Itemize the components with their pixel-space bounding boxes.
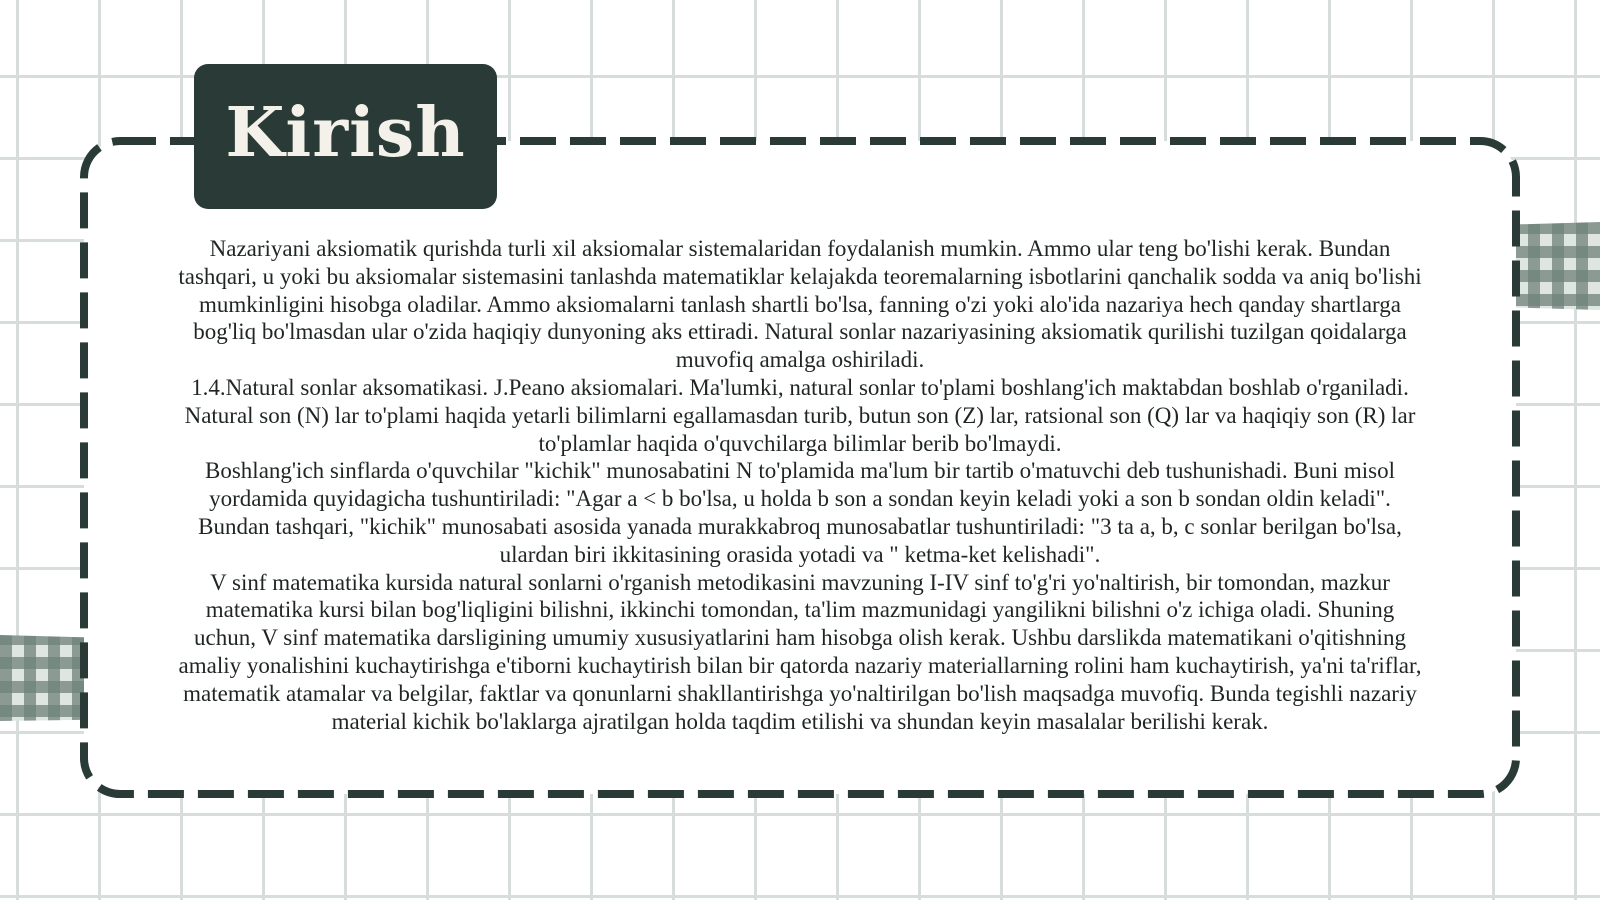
paragraph: 1.4.Natural sonlar aksomatikasi. J.Peano aksiomalari. Ma'lumki, natural sonlar to'plami boshlang'ich maktabdan boshlab o'rganiladi. Natural son (N) lar to'plami haqida yetarli bilimlarni egallamasdan turib, butun son (Z) lar, ratsional son (Q) lar va haqiqiy son (R) lar to'plamlar haqida o'quvchilarga bilimlar berib bo'lmaydi. <box>184 374 1416 456</box>
paragraph: Nazariyani aksiomatik qurishda turli xil aksiomalar sistemalaridan foydalanish mumkin. Ammo ular teng bo'lishi kerak. Bundan tashqari, u yoki bu aksiomalar sistemasini tanlashda matematiklar kelajakda teoremalarning isbotlarini qanchalik sodda va aniq bo'lishi mumkinligini hisobga oladilar. Ammo aksiomalarni tanlash shartli bo'lsa, fanning o'zi yoki alo'ida nazariya hech qanday shartlarga bog'liq bo'lmasdan ular o'zida haqiqiy dunyoning aks ettiradi. Natural sonlar nazariyasining aksiomatik qurilishi tuzilgan qoidalarga muvofiq amalga oshiriladi. <box>178 236 1422 373</box>
title-box <box>194 64 497 209</box>
paragraph: Boshlang'ich sinflarda o'quvchilar "kichik" munosabatini N to'plamida ma'lum bir tartib o'matuvchi deb tushunishadi. Buni misol yordamida quyidagicha tushuntiriladi: "Agar a < b bo'lsa, u holda b son a sondan keyin keladi yoki a son b sondan oldin keladi". Bundan tashqari, "kichik" munosabati asosida yanada murakkabroq munosabatlar tushuntiriladi: "3 ta a, b, c sonlar berilgan bo'lsa, ulardan biri ikkitasining orasida yotadi va " ketma-ket kelishadi". <box>198 458 1402 567</box>
body-text <box>176 235 1424 735</box>
paragraph: V sinf matematika kursida natural sonlarni o'rganish metodikasini mavzuning I-IV sinf to'g'ri yo'naltirish, bir tomondan, mazkur matematika kursi bilan bog'liqligini bilishni, ikkinchi tomondan, ta'lim mazmunidagi yangilikni bilishni o'z ichiga oladi. Shuning uchun, V sinf matematika darsligining umumiy xususiyatlarini ham hisobga olish kerak. Ushbu darslikda matematikani o'qitishning amaliy yonalishini kuchaytirishga e'tiborni kuchaytirish bilan bir qatorda nazariy materiallarning rolini ham kuchaytirish, ya'ni ta'riflar, matematik atamalar va belgilar, faktlar va qonunlarni shakllantirishga yo'naltirilgan bo'lish maqsadga muvofiq. Bunda tegishli nazariy material kichik bo'laklarga ajratilgan holda taqdim etilishi va shundan keyin masalalar berilishi kerak. <box>178 569 1422 734</box>
slide-title: Kirish <box>225 92 466 173</box>
